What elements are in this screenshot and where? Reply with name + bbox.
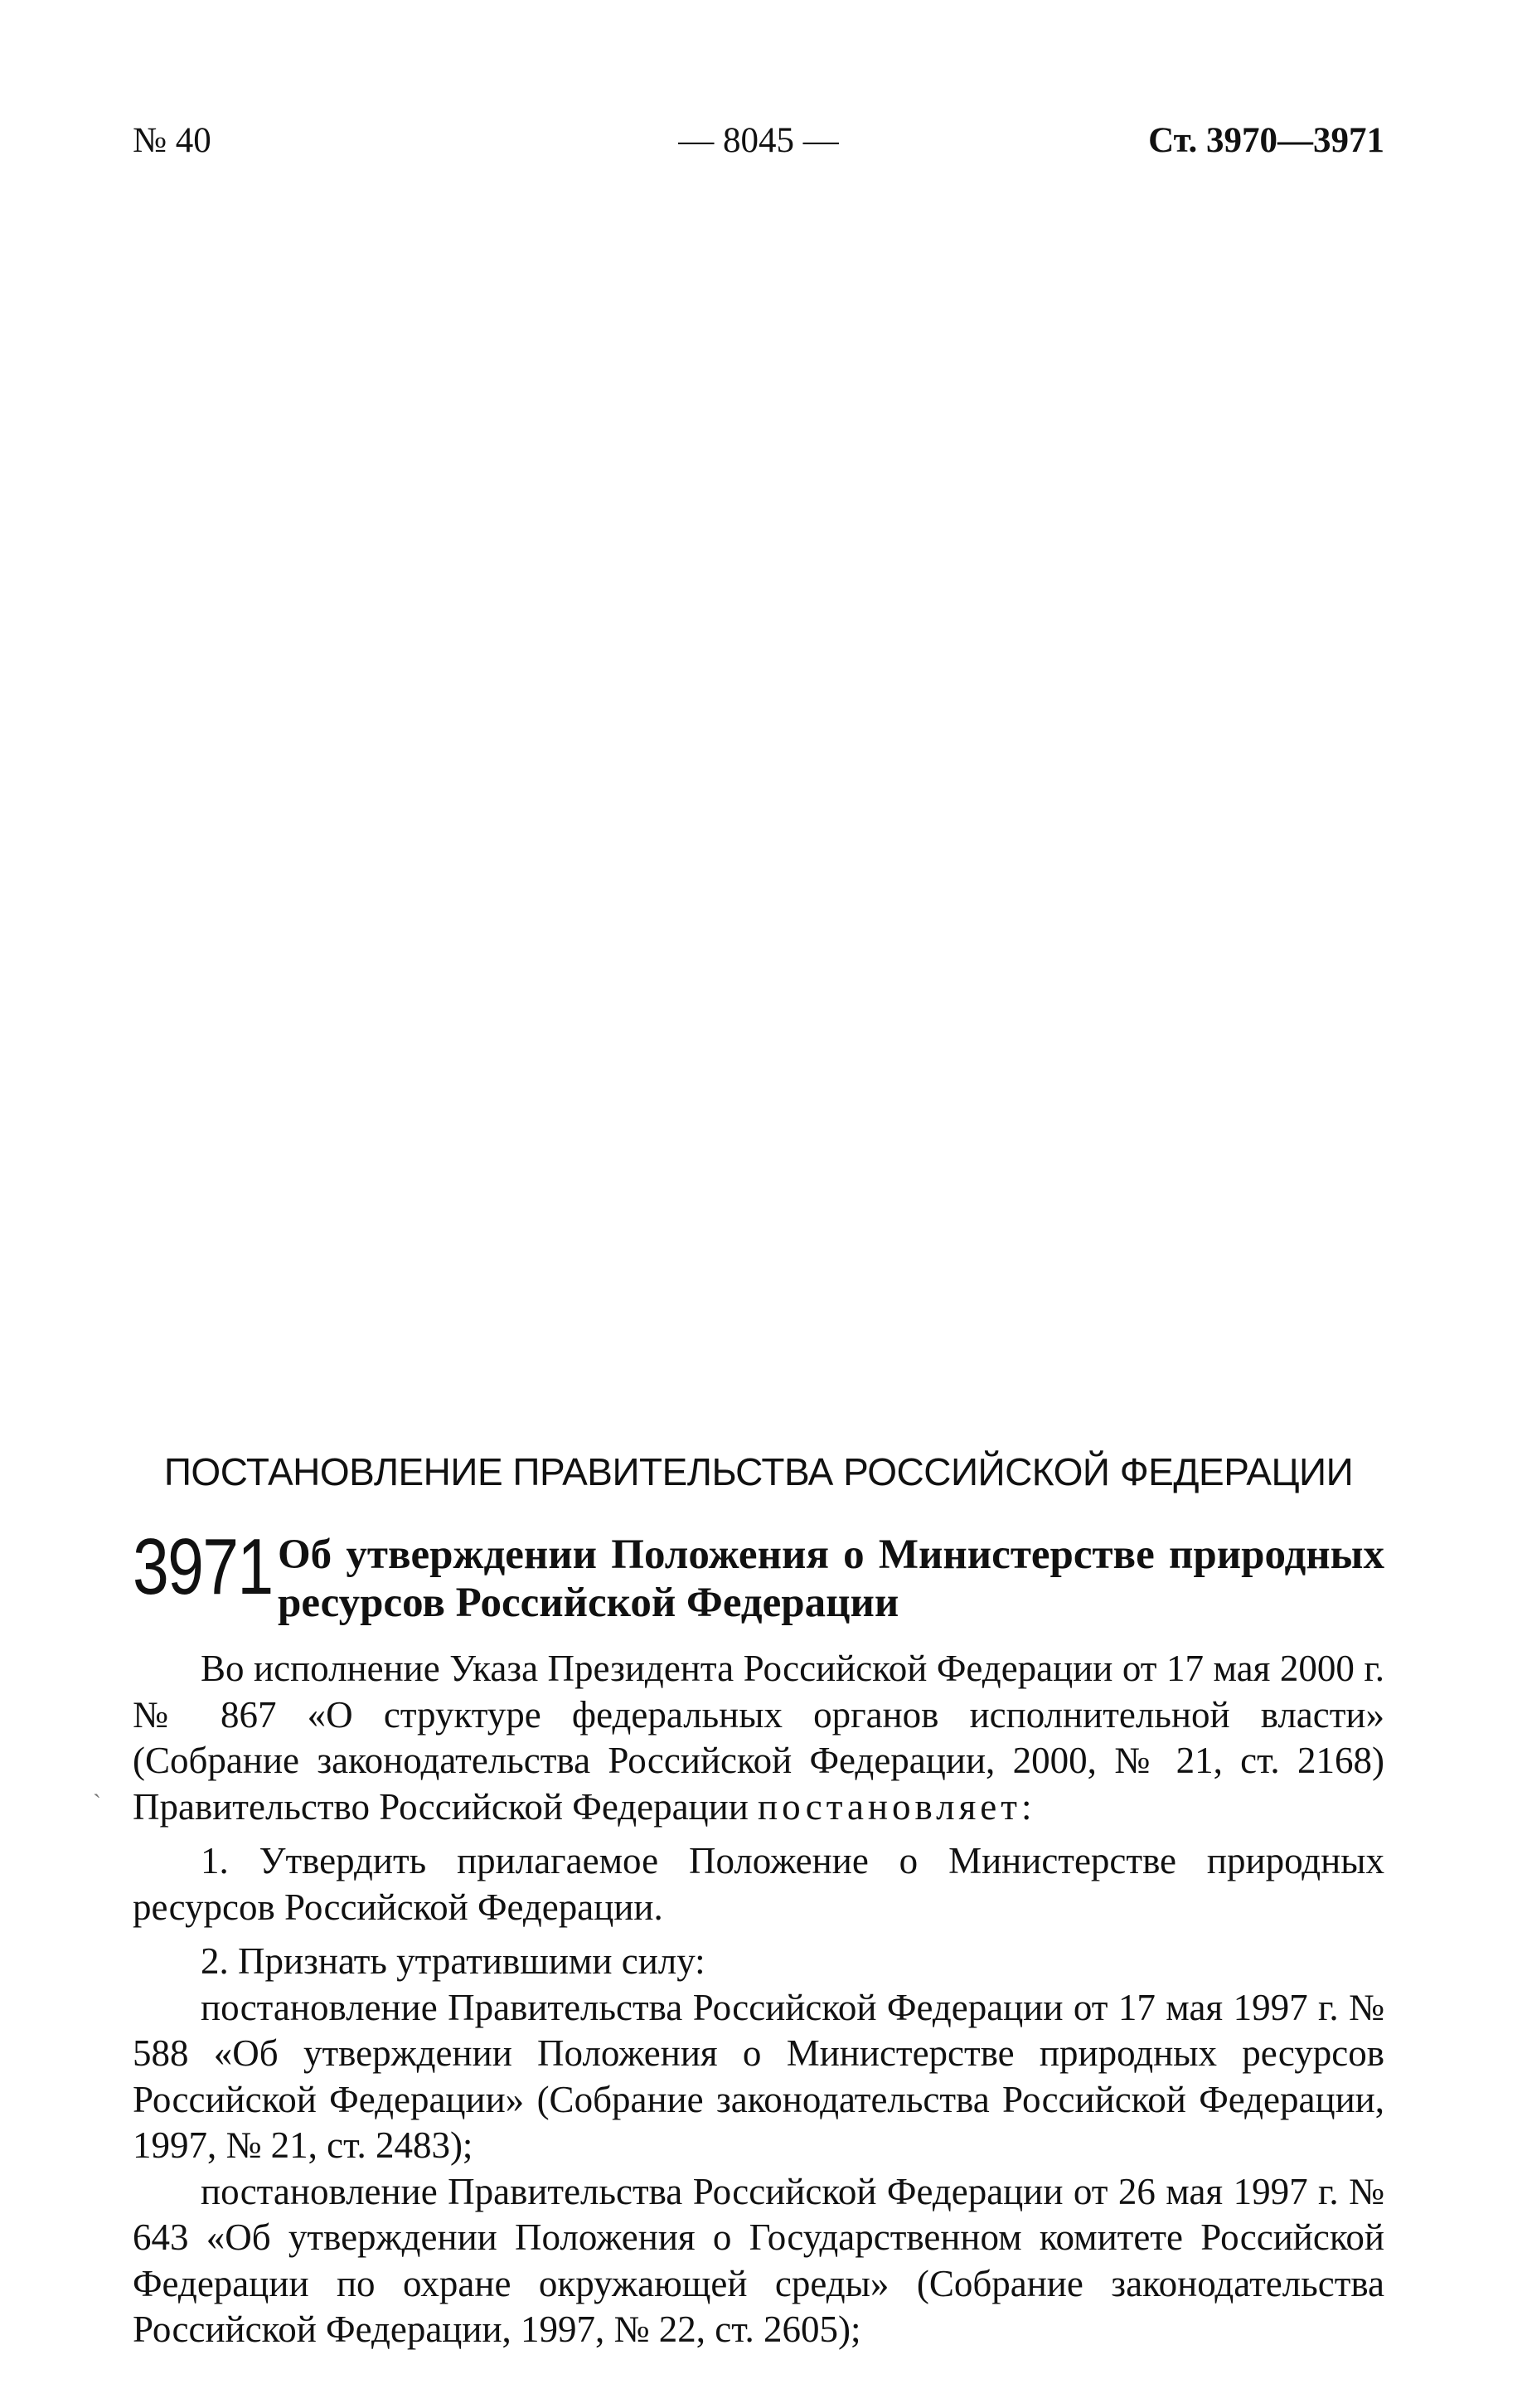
preamble-paragraph [133, 1646, 1384, 1830]
issue-number: № 40 [133, 121, 211, 160]
decree-word: постановляет [758, 1785, 1021, 1828]
repealed-item-1: постановление Правительства Российской Федерации от 17 мая 1997 г. № 588 «Об утверждении Положения о Министерстве природных ресурсов Российской Федерации» (Собрание законодательства Российской Федерации, 1997, № 21, ст. 2483); [133, 1986, 1384, 2166]
preamble-text: Во исполнение Указа Президента Российской Федерации от 17 мая 2000 г. № 867 «О структуре федеральных органов исполнительной власти» (Собрание законодательства Российской Федерации, 2000, № 21, ст. 2168) Правительство Российской Федерации [133, 1648, 1384, 1828]
article-number: 3971 [133, 1522, 273, 1611]
item-2-paragraph: 2. Признать утратившими силу: [201, 1940, 705, 1982]
repealed-item-2: постановление Правительства Российской Федерации от 26 мая 1997 г. № 643 «Об утверждении Положения о Государственном комитете Российской Федерации по охране окружающей среды» (Собрание законодательства Российской Федерации, 1997, № 22, ст. 2605); [133, 2170, 1384, 2350]
article-title: Об утверждении Положения о Министерстве природных ресурсов Российской Федерации [278, 1532, 1384, 1626]
article-range: Ст. 3970—3971 [1148, 121, 1384, 160]
document-type-heading: ПОСТАНОВЛЕНИЕ ПРАВИТЕЛЬСТВА РОССИЙСКОЙ ФЕДЕРАЦИИ [163, 1450, 1354, 1493]
scan-mark: ˋ [93, 1789, 101, 1817]
running-header [133, 116, 1384, 166]
item-1-paragraph: 1. Утвердить прилагаемое Положение о Министерстве природных ресурсов Российской Федерации. [133, 1840, 1384, 1928]
document-body [133, 1646, 1384, 2353]
decree-colon: : [1020, 1785, 1032, 1828]
page-number: — 8045 — [678, 121, 839, 160]
